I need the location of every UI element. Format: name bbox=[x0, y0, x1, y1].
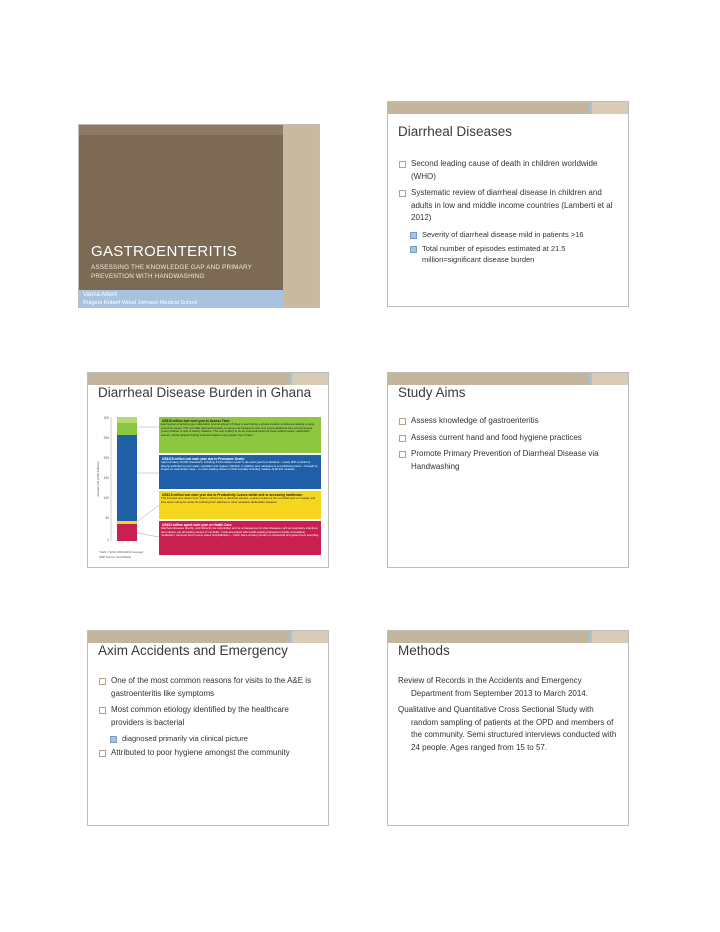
slide-topbar bbox=[388, 631, 628, 643]
box-body: Each person practicing open defecation spends almost 2.5 days a year finding a private location to defecate leading to large economic losses. This cost falls disproportionately on women as caregivers who may spend additional time accompanying young children or sick or elderly relatives. This cost is likely to be an underestimation as those without toilets, particularly women, will be delayed finding a private location even greater risk of harm. bbox=[161, 423, 315, 437]
box-heading: US$215 million lost each year due to Premature Death: bbox=[162, 457, 245, 461]
slide-topbar bbox=[388, 373, 628, 385]
list-item: Assess knowledge of gastroenteritis bbox=[398, 415, 622, 428]
slide-title-text: Diarrheal Diseases bbox=[398, 124, 513, 139]
list-item: One of the most common reasons for visits to the A&E is gastroenteritis like symptoms bbox=[98, 675, 322, 700]
footnote: WSP Source: World Bank bbox=[99, 555, 131, 559]
slide-study-aims bbox=[387, 372, 629, 568]
paragraph: Qualitative and Quantitative Cross Sectional Study with random sampling of patients at the OPD and members of the community. Semi structured interviews conducted with 24 people. Ages ranged from 15 to 57. bbox=[398, 705, 617, 752]
tick-label: 300 bbox=[103, 416, 109, 420]
slide-axim bbox=[87, 630, 329, 826]
column-yellow bbox=[117, 521, 137, 524]
slide-title-text: Methods bbox=[398, 643, 450, 658]
tick-label: 50 bbox=[105, 516, 109, 520]
list-item: Assess current hand and food hygiene practices bbox=[398, 432, 622, 445]
slide-title-text: Axim Accidents and Emergency bbox=[98, 643, 288, 658]
title-accent bbox=[283, 125, 319, 307]
bullet-list bbox=[98, 675, 322, 764]
box-body: Approximately 19,000 Ghanaians, including 5,100 children under 5, die each year from diarrhea – nearly 90% of which is directly attributed to poor water, sanitation and hygiene (WASH). In addition poor sanitation is a contributing factor – through its impact on malnutrition rates – to other leading causes of child mortality including malaria, ALRI and measles. bbox=[161, 461, 318, 472]
footnote: *GHS = $US1 (2012/2013 Average) bbox=[99, 550, 144, 554]
list-item: Second leading cause of death in children worldwide (WHO) bbox=[398, 158, 622, 183]
bullet-list bbox=[398, 415, 622, 477]
list-item: Attributed to poor hygiene amongst the community bbox=[98, 747, 322, 760]
methods-text bbox=[398, 675, 622, 758]
y-axis-label: Annual cost (US$ millions) bbox=[96, 461, 100, 497]
column-red bbox=[117, 524, 137, 541]
slide-topbar bbox=[388, 102, 628, 114]
presentation-subtitle: ASSESSING THE KNOWLEDGE GAP AND PRIMARY PREVENTION WITH HANDWASHING bbox=[91, 264, 252, 280]
author-affiliation: Rutgers Robert Wood Johnson Medical School bbox=[83, 300, 198, 306]
sub-list-item: diagnosed primarily via clinical picture bbox=[98, 733, 322, 744]
list-item: Promote Primary Prevention of Diarrheal Disease via Handwashing bbox=[398, 448, 622, 473]
slide-methods bbox=[387, 630, 629, 826]
author-name: Vanna Albert bbox=[83, 292, 117, 298]
slide-disease-burden bbox=[87, 372, 329, 568]
list-item: Systematic review of diarrheal disease in children and adults in low and middle income countries (Lamberti et al 2012) bbox=[398, 187, 622, 225]
tick-label: 0 bbox=[107, 538, 109, 542]
presentation-title: GASTROENTERITIS bbox=[91, 243, 238, 260]
tick-label: 200 bbox=[103, 456, 109, 460]
burden-infographic bbox=[93, 413, 323, 563]
column-green bbox=[117, 423, 137, 435]
column-green-top bbox=[117, 417, 137, 423]
box-heading: US$3.6 million lost each year due to Productivity Losses whilst sick or accessing healthcare: bbox=[162, 493, 303, 497]
tick-label: 100 bbox=[103, 496, 109, 500]
tick-label: 250 bbox=[103, 436, 109, 440]
box-body: This includes time absent from work or school due to diarrheal disease, seeking treatment from a health post or hospital, and time spent caring for under-5s suffering from diarrhea or other sanitation attributable diseases. bbox=[161, 497, 316, 504]
bullet-list bbox=[398, 158, 622, 268]
slide-title-text: Diarrheal Disease Burden in Ghana bbox=[98, 385, 312, 400]
author-bar bbox=[79, 290, 283, 307]
slide-diarrheal-diseases bbox=[387, 101, 629, 307]
list-item: Most common etiology identified by the healthcare providers is bacterial bbox=[98, 704, 322, 729]
tick-label: 150 bbox=[103, 476, 109, 480]
slide-topbar bbox=[88, 631, 328, 643]
sub-list-item: Severity of diarrheal disease mild in patients >16 bbox=[398, 229, 622, 240]
slide-topbar bbox=[88, 373, 328, 385]
slide-title-text: Study Aims bbox=[398, 385, 466, 400]
column-blue bbox=[117, 435, 137, 521]
box-heading: US$54 million spent each year on Health Care: bbox=[162, 523, 233, 527]
box-heading: US$19 million lost each year to Access Time: bbox=[162, 419, 231, 423]
paragraph: Review of Records in the Accidents and Emergency Department from September 2013 to March 2014. bbox=[398, 676, 588, 698]
box-body: Diarrheal diseases directly, and indirectly via malnutrition and its consequence for other diseases such as respiratory infections and malaria, are all leading causes of morbidity. Costs associated with health seeking behaviour include consultation, medication, transport and in some cases hospitalization – which place a heavy burden on household and government spending. bbox=[161, 527, 319, 538]
slide-title bbox=[78, 124, 320, 308]
sub-list-item: Total number of episodes estimated at 21.5 million=significant disease burden bbox=[398, 243, 622, 265]
